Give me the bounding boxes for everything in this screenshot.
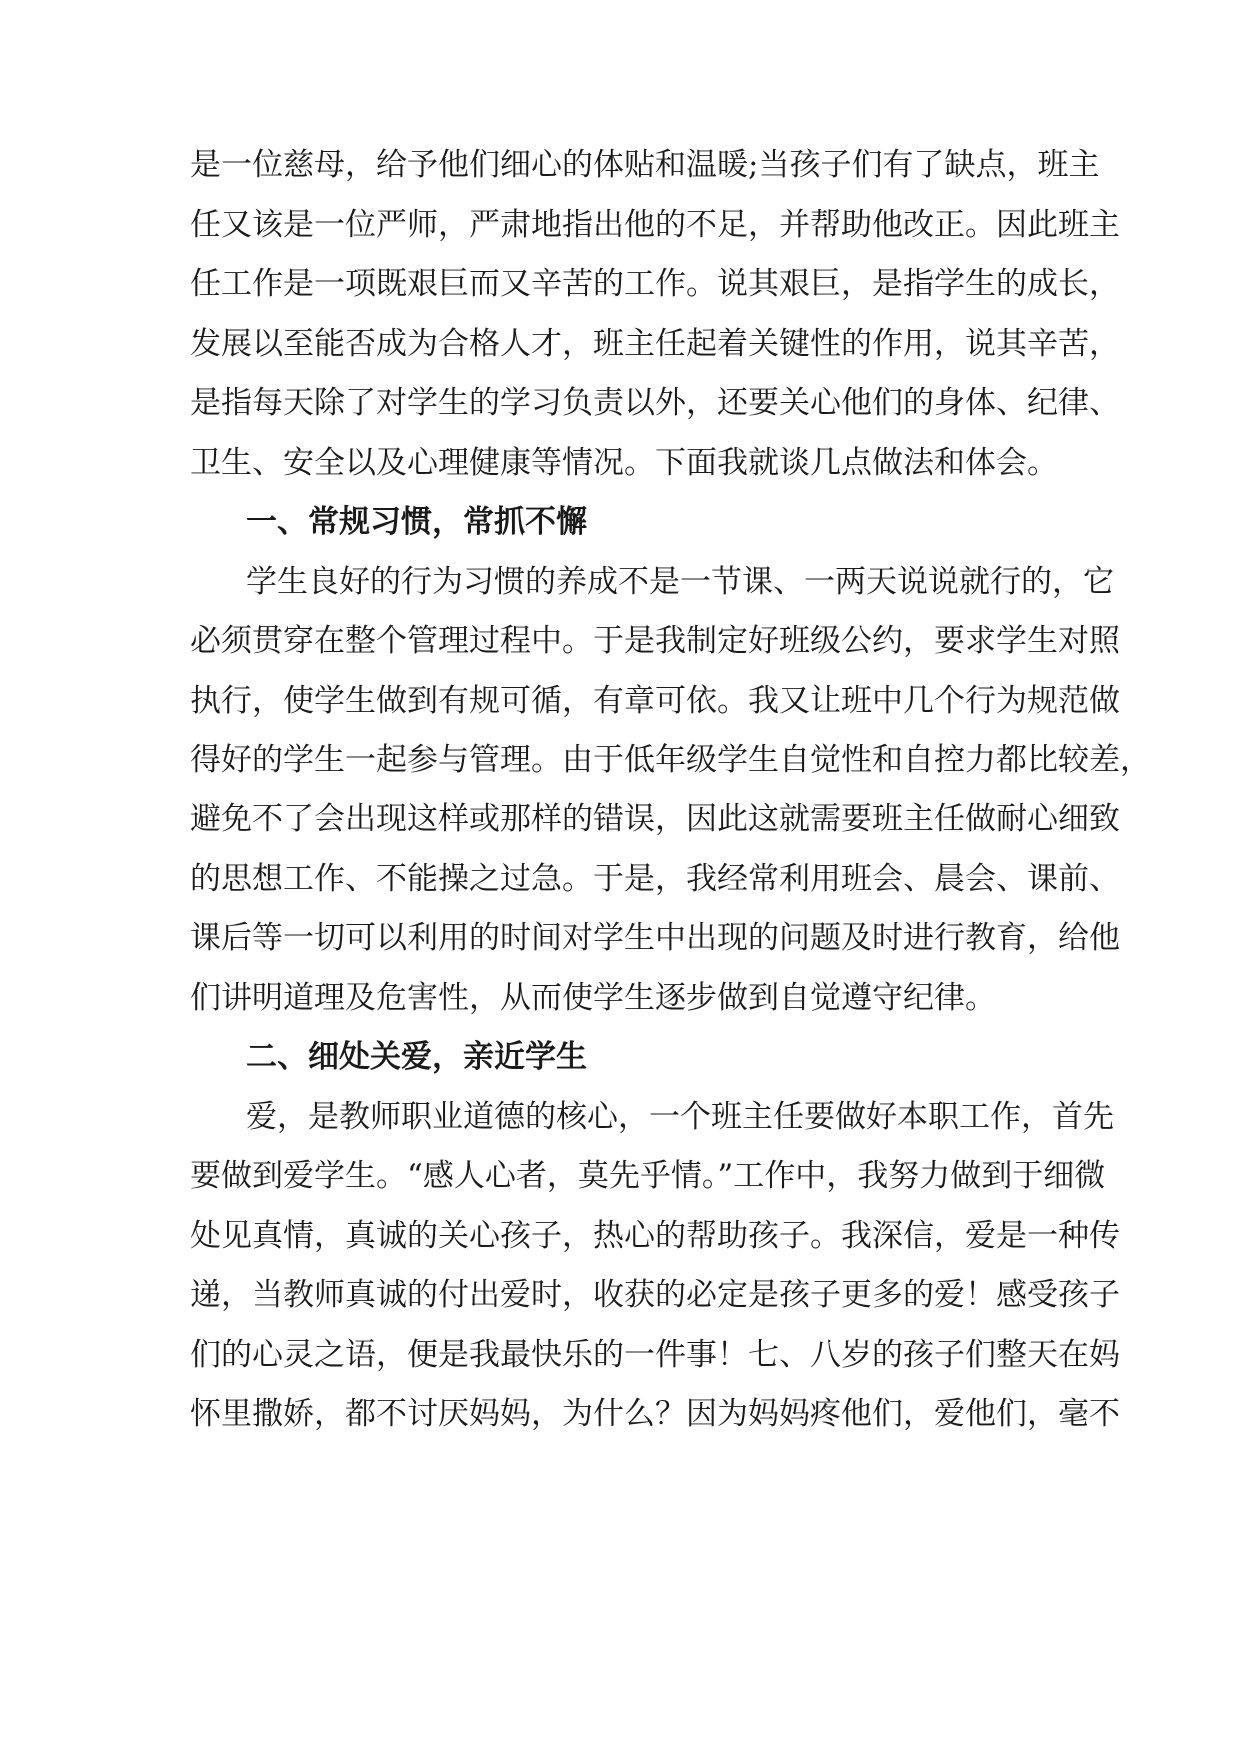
text-line: 要做到爱学生。“感人心者，莫先乎情。”工作中，我努力做到于细微 — [190, 1158, 1106, 1194]
text-line: 必须贯穿在整个管理过程中。于是我制定好班级公约，要求学生对照 — [190, 623, 1120, 659]
text-line: 递，当教师真诚的付出爱时，收获的必定是孩子更多的爱！感受孩子 — [190, 1277, 1120, 1313]
text-line: 卫生、安全以及心理健康等情况。下面我就谈几点做法和体会。 — [190, 445, 1058, 481]
text-line: 的思想工作、不能操之过急。于是，我经常利用班会、晨会、课前、 — [190, 861, 1120, 897]
section-heading-2: 二、细处关爱，亲近学生 — [246, 1039, 587, 1075]
text-line: 执行，使学生做到有规可循，有章可依。我又让班中几个行为规范做 — [190, 683, 1120, 719]
text-line: 发展以至能否成为合格人才，班主任起着关键性的作用，说其辛苦， — [190, 326, 1120, 362]
text-line: 处见真情，真诚的关心孩子，热心的帮助孩子。我深信，爱是一种传 — [190, 1218, 1120, 1254]
text-line: 们的心灵之语，便是我最快乐的一件事！七、八岁的孩子们整天在妈 — [190, 1337, 1120, 1373]
text-line: 怀里撒娇，都不讨厌妈妈，为什么？因为妈妈疼他们，爱他们，毫不 — [190, 1396, 1120, 1432]
text-line: 任又该是一位严师，严肃地指出他的不足，并帮助他改正。因此班主 — [190, 207, 1120, 243]
section-heading-1: 一、常规习惯，常抓不懈 — [246, 504, 587, 540]
text-line: 爱，是教师职业道德的核心，一个班主任要做好本职工作，首先 — [246, 1099, 1114, 1135]
text-line: 学生良好的行为习惯的养成不是一节课、一两天说说就行的，它 — [246, 564, 1114, 600]
text-line: 避免不了会出现这样或那样的错误，因此这就需要班主任做耐心细致 — [190, 801, 1120, 837]
text-line: 课后等一切可以利用的时间对学生中出现的问题及时进行教育，给他 — [190, 920, 1120, 956]
text-line: 任工作是一项既艰巨而又辛苦的工作。说其艰巨，是指学生的成长， — [190, 266, 1120, 302]
text-line: 是一位慈母，给予他们细心的体贴和温暖;当孩子们有了缺点，班主 — [190, 147, 1100, 183]
text-line: 们讲明道理及危害性，从而使学生逐步做到自觉遵守纪律。 — [190, 980, 996, 1016]
text-line: 得好的学生一起参与管理。由于低年级学生自觉性和自控力都比较差， — [190, 742, 1151, 778]
text-line: 是指每天除了对学生的学习负责以外，还要关心他们的身体、纪律、 — [190, 385, 1120, 421]
